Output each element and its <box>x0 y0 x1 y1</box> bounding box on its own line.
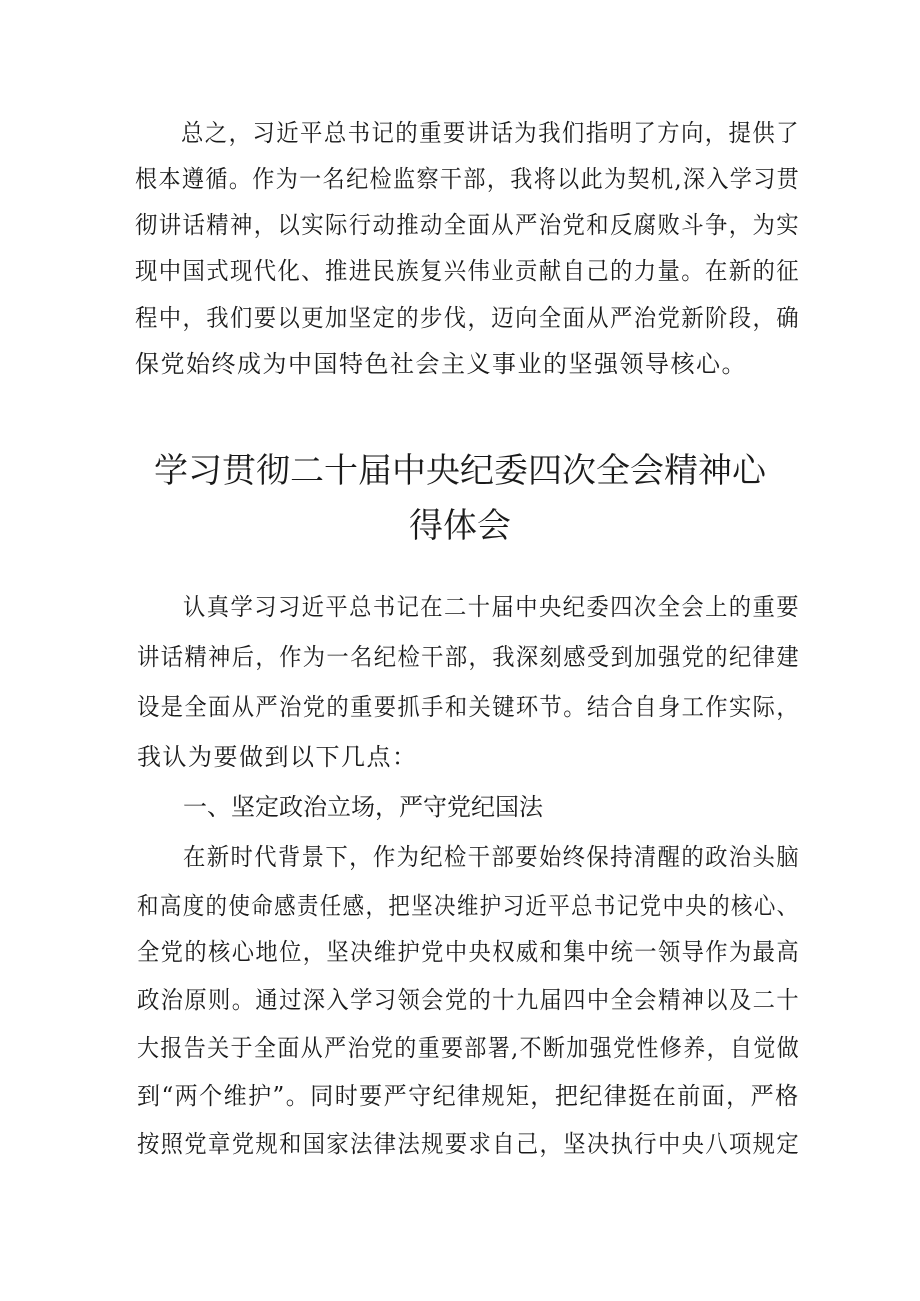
title-line: 学习贯彻二十届中央纪委四次全会精神心 <box>154 451 766 491</box>
text-line: 认真学习习近平总书记在二十届中央纪委四次全会上的重要 <box>183 593 800 621</box>
text-line: 大报告关于全面从严治党的重要部署,不断加强党性修养，自觉做 <box>137 1034 801 1062</box>
text-line: 彻讲话精神，以实际行动推动全面从严治党和反腐败斗争，为实 <box>135 211 801 239</box>
text-line: 现中国式现代化、推进民族复兴伟业贡献自己的力量。在新的征 <box>135 257 801 285</box>
text-line: 程中，我们要以更加坚定的步伐，迈向全面从严治党新阶段，确 <box>135 304 801 332</box>
text-line: 根本遵循。作为一名纪检监察干部，我将以此为契机,深入学习贯 <box>135 165 801 193</box>
title-line: 得体会 <box>409 506 511 546</box>
text-line: 讲话精神后，作为一名纪检干部，我深刻感受到加强党的纪律建 <box>137 643 801 671</box>
text-line: 到“两个维护”。同时要严守纪律规矩，把纪律挺在前面，严格 <box>137 1082 800 1110</box>
text-line: 总之，习近平总书记的重要讲话为我们指明了方向，提供了 <box>181 119 800 147</box>
text-line: 和高度的使命感责任感，把坚决维护习近平总书记党中央的核心、 <box>137 892 800 920</box>
text-line: 政治原则。通过深入学习领会党的十九届四中全会精神以及二十 <box>137 986 801 1014</box>
section-heading: 一、坚定政治立场，严守党纪国法 <box>183 793 543 821</box>
text-line: 按照党章党规和国家法律法规要求自己，坚决执行中央八项规定 <box>137 1130 801 1158</box>
text-line: 在新时代背景下，作为纪检干部要始终保持清醒的政治头脑 <box>183 843 800 871</box>
text-line: 全党的核心地位，坚决维护党中央权威和集中统一领导作为最高 <box>137 938 801 966</box>
text-line: 我认为要做到以下几点： <box>137 743 418 771</box>
text-line: 保党始终成为中国特色社会主义事业的坚强领导核心。 <box>135 350 747 378</box>
text-line: 设是全面从严治党的重要抓手和关键环节。结合自身工作实际， <box>137 693 801 721</box>
